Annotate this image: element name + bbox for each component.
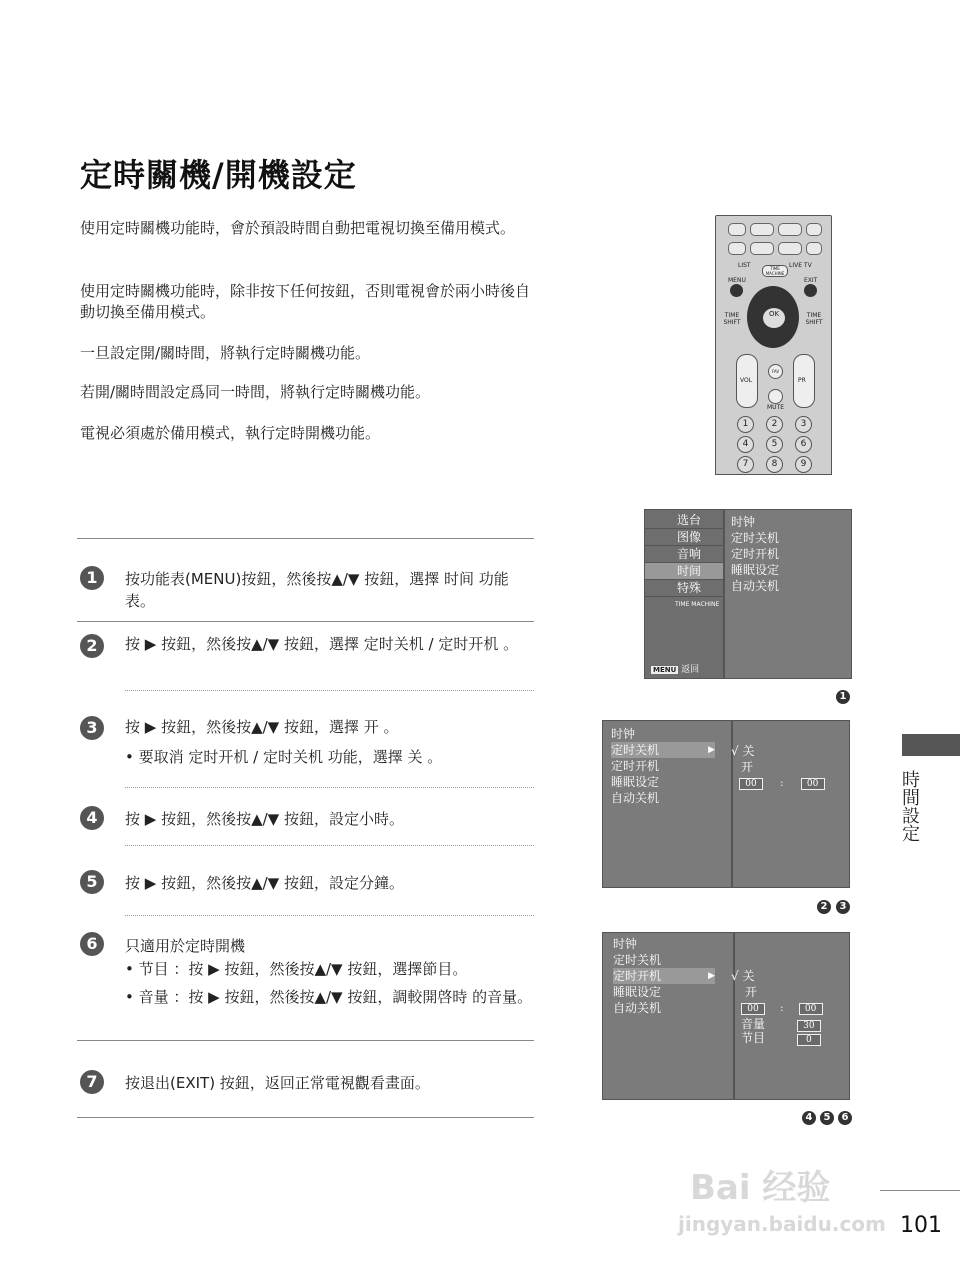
menu-item-selected (611, 742, 715, 758)
arrow-right-icon: ▶ (708, 971, 715, 981)
volume-label: 音量 (741, 1017, 766, 1031)
menu-item: 特殊 (645, 580, 723, 597)
mute-label: MUTE (767, 404, 785, 411)
menu-key-label: MENU (653, 666, 677, 674)
step-number: 5 (80, 870, 104, 894)
menu-item: 定时开机 (611, 759, 660, 773)
divider (125, 915, 534, 916)
chapter-label: 時間設定 (899, 770, 920, 842)
exit-button (804, 284, 817, 297)
menu-item: TIME MACHINE (675, 601, 720, 608)
menu-item: 定时开机 (731, 547, 780, 561)
intro-paragraph: 若開/關時間設定爲同一時間，將執行定時關機功能。 (80, 383, 431, 401)
time-machine-label: TIME MACHINE (762, 265, 788, 277)
digit-button: 8 (766, 456, 783, 473)
menu-item: 自动关机 (731, 579, 780, 593)
step-number: 3 (80, 716, 104, 740)
figure-caption: 2 (817, 900, 831, 914)
figure-caption: 1 (836, 690, 850, 704)
back-label: 返回 (681, 665, 700, 675)
exit-label: EXIT (804, 277, 818, 284)
time-shift-label: TIME SHIFT (723, 312, 741, 326)
step-number: 6 (80, 932, 104, 956)
footer-rule (880, 1190, 960, 1191)
digit-button: 4 (737, 436, 754, 453)
list-label: LIST (738, 262, 751, 269)
menu-screenshot-main (644, 509, 852, 679)
digit-button: 6 (795, 436, 812, 453)
fav-button (768, 364, 783, 379)
step-number: 4 (80, 806, 104, 830)
play-button (750, 223, 774, 236)
stop-button (728, 223, 746, 236)
option-on: 开 (741, 760, 754, 774)
volume-value: 30 (797, 1020, 821, 1032)
menu-item: 自动关机 (613, 1001, 662, 1015)
digit-button: 9 (795, 456, 812, 473)
skip-back-button (728, 242, 746, 255)
mute-button (768, 389, 783, 404)
figure-caption: 5 (820, 1111, 834, 1125)
digit-button: 2 (766, 416, 783, 433)
option-off: √ 关 (731, 744, 755, 758)
divider (125, 787, 534, 788)
step-text: 按 ▶ 按鈕，然後按▲/▼ 按鈕，設定小時。 (125, 810, 404, 828)
live-tv-label: LIVE TV (789, 262, 812, 269)
intro-paragraph: 使用定時關機功能時，會於預設時間自動把電視切換至備用模式。 (80, 219, 516, 237)
menu-item: 睡眠设定 (613, 985, 662, 999)
divider (125, 690, 534, 691)
arrow-right-icon: ▶ (708, 745, 715, 755)
menu-item-selected: 时间 (645, 563, 723, 580)
menu-item: 定时关机 (731, 531, 780, 545)
menu-item-label: 定时关机 (611, 743, 660, 757)
vol-label: VOL (740, 377, 753, 384)
divider (77, 621, 534, 622)
page-number: 101 (900, 1213, 942, 1238)
chapter-tab (902, 734, 960, 756)
ok-button (762, 307, 786, 329)
hour-field: 00 (741, 1003, 765, 1015)
step-number: 2 (80, 634, 104, 658)
step-bullet: • 节目 ：按 ▶ 按鈕，然後按▲/▼ 按鈕，選擇節目。 (125, 960, 468, 978)
program-label: 节目 (741, 1031, 766, 1045)
menu-label: MENU (728, 277, 746, 284)
intro-paragraph: 一旦設定開/關時間，將執行定時關機功能。 (80, 344, 371, 362)
hour-field: 00 (739, 778, 763, 790)
pr-label: PR (798, 377, 806, 384)
step-text: 按 ▶ 按鈕，然後按▲/▼ 按鈕，選擇 开 。 (125, 718, 399, 736)
menu-item: 定时关机 (613, 953, 662, 967)
ok-label: OK (768, 310, 780, 318)
step-text: 只適用於定時開機 (125, 937, 246, 955)
pause-button (778, 223, 802, 236)
menu-item: 音响 (645, 546, 723, 563)
digit-button: 3 (795, 416, 812, 433)
menu-item: 时钟 (613, 937, 638, 951)
record-button (806, 223, 822, 236)
program-value: 0 (797, 1034, 821, 1046)
fav-label: FAV (771, 369, 780, 374)
menu-item: 自动关机 (611, 791, 660, 805)
menu-screenshot-on-timer (602, 932, 850, 1100)
figure-caption: 4 (802, 1111, 816, 1125)
page-title: 定時關機/開機設定 (80, 156, 357, 194)
divider (125, 845, 534, 846)
menu-item: 睡眠设定 (731, 563, 780, 577)
option-off: √ 关 (731, 969, 755, 983)
option-on: 开 (745, 985, 758, 999)
digit-button: 1 (737, 416, 754, 433)
menu-item: 图像 (645, 529, 723, 546)
skip-forward-button (806, 242, 822, 255)
divider (77, 1117, 534, 1118)
remote-control (715, 215, 832, 475)
fast-forward-button (778, 242, 802, 255)
step-text: 按功能表(MENU)按鈕，然後按▲/▼ 按鈕，選擇 时间 功能表。 (125, 570, 509, 610)
digit-button: 7 (737, 456, 754, 473)
watermark-url: jingyan.baidu.com (678, 1212, 886, 1236)
step-number: 1 (80, 566, 104, 590)
step-text: 按 ▶ 按鈕，然後按▲/▼ 按鈕，設定分鐘。 (125, 874, 404, 892)
minute-field: 00 (799, 1003, 823, 1015)
menu-item: 时钟 (731, 515, 756, 529)
menu-item: 时钟 (611, 727, 636, 741)
intro-paragraph: 電視必須處於備用模式，執行定時開機功能。 (80, 424, 381, 442)
divider (77, 1040, 534, 1041)
intro-paragraph: 使用定時關機功能時，除非按下任何按鈕，否則電視會於兩小時後自動切換至備用模式。 (80, 282, 531, 321)
figure-caption: 3 (836, 900, 850, 914)
menu-button (730, 284, 743, 297)
menu-item: 选台 (645, 512, 723, 529)
step-text: 按退出(EXIT) 按鈕，返回正常電視觀看畫面。 (125, 1074, 430, 1092)
step-text: 按 ▶ 按鈕，然後按▲/▼ 按鈕，選擇 定时关机 / 定时开机 。 (125, 635, 519, 653)
step-number: 7 (80, 1070, 104, 1094)
time-separator: : (780, 778, 784, 789)
minute-field: 00 (801, 778, 825, 790)
rewind-button (750, 242, 774, 255)
menu-item: 睡眠设定 (611, 775, 660, 789)
menu-screenshot-off-timer (602, 720, 850, 888)
step-bullet: • 要取消 定时开机 / 定时关机 功能，選擇 关 。 (125, 748, 443, 766)
menu-item-selected (613, 968, 715, 984)
time-shift-label: TIME SHIFT (805, 312, 823, 326)
figure-caption: 6 (838, 1111, 852, 1125)
menu-item-label: 定时开机 (613, 969, 662, 983)
digit-button: 5 (766, 436, 783, 453)
step-bullet: • 音量 ：按 ▶ 按鈕，然後按▲/▼ 按鈕，調較開啓時 的音量。 (125, 988, 533, 1006)
divider (77, 538, 534, 539)
watermark-logo: Bai 经验 (690, 1168, 831, 1208)
time-separator: : (780, 1003, 784, 1014)
